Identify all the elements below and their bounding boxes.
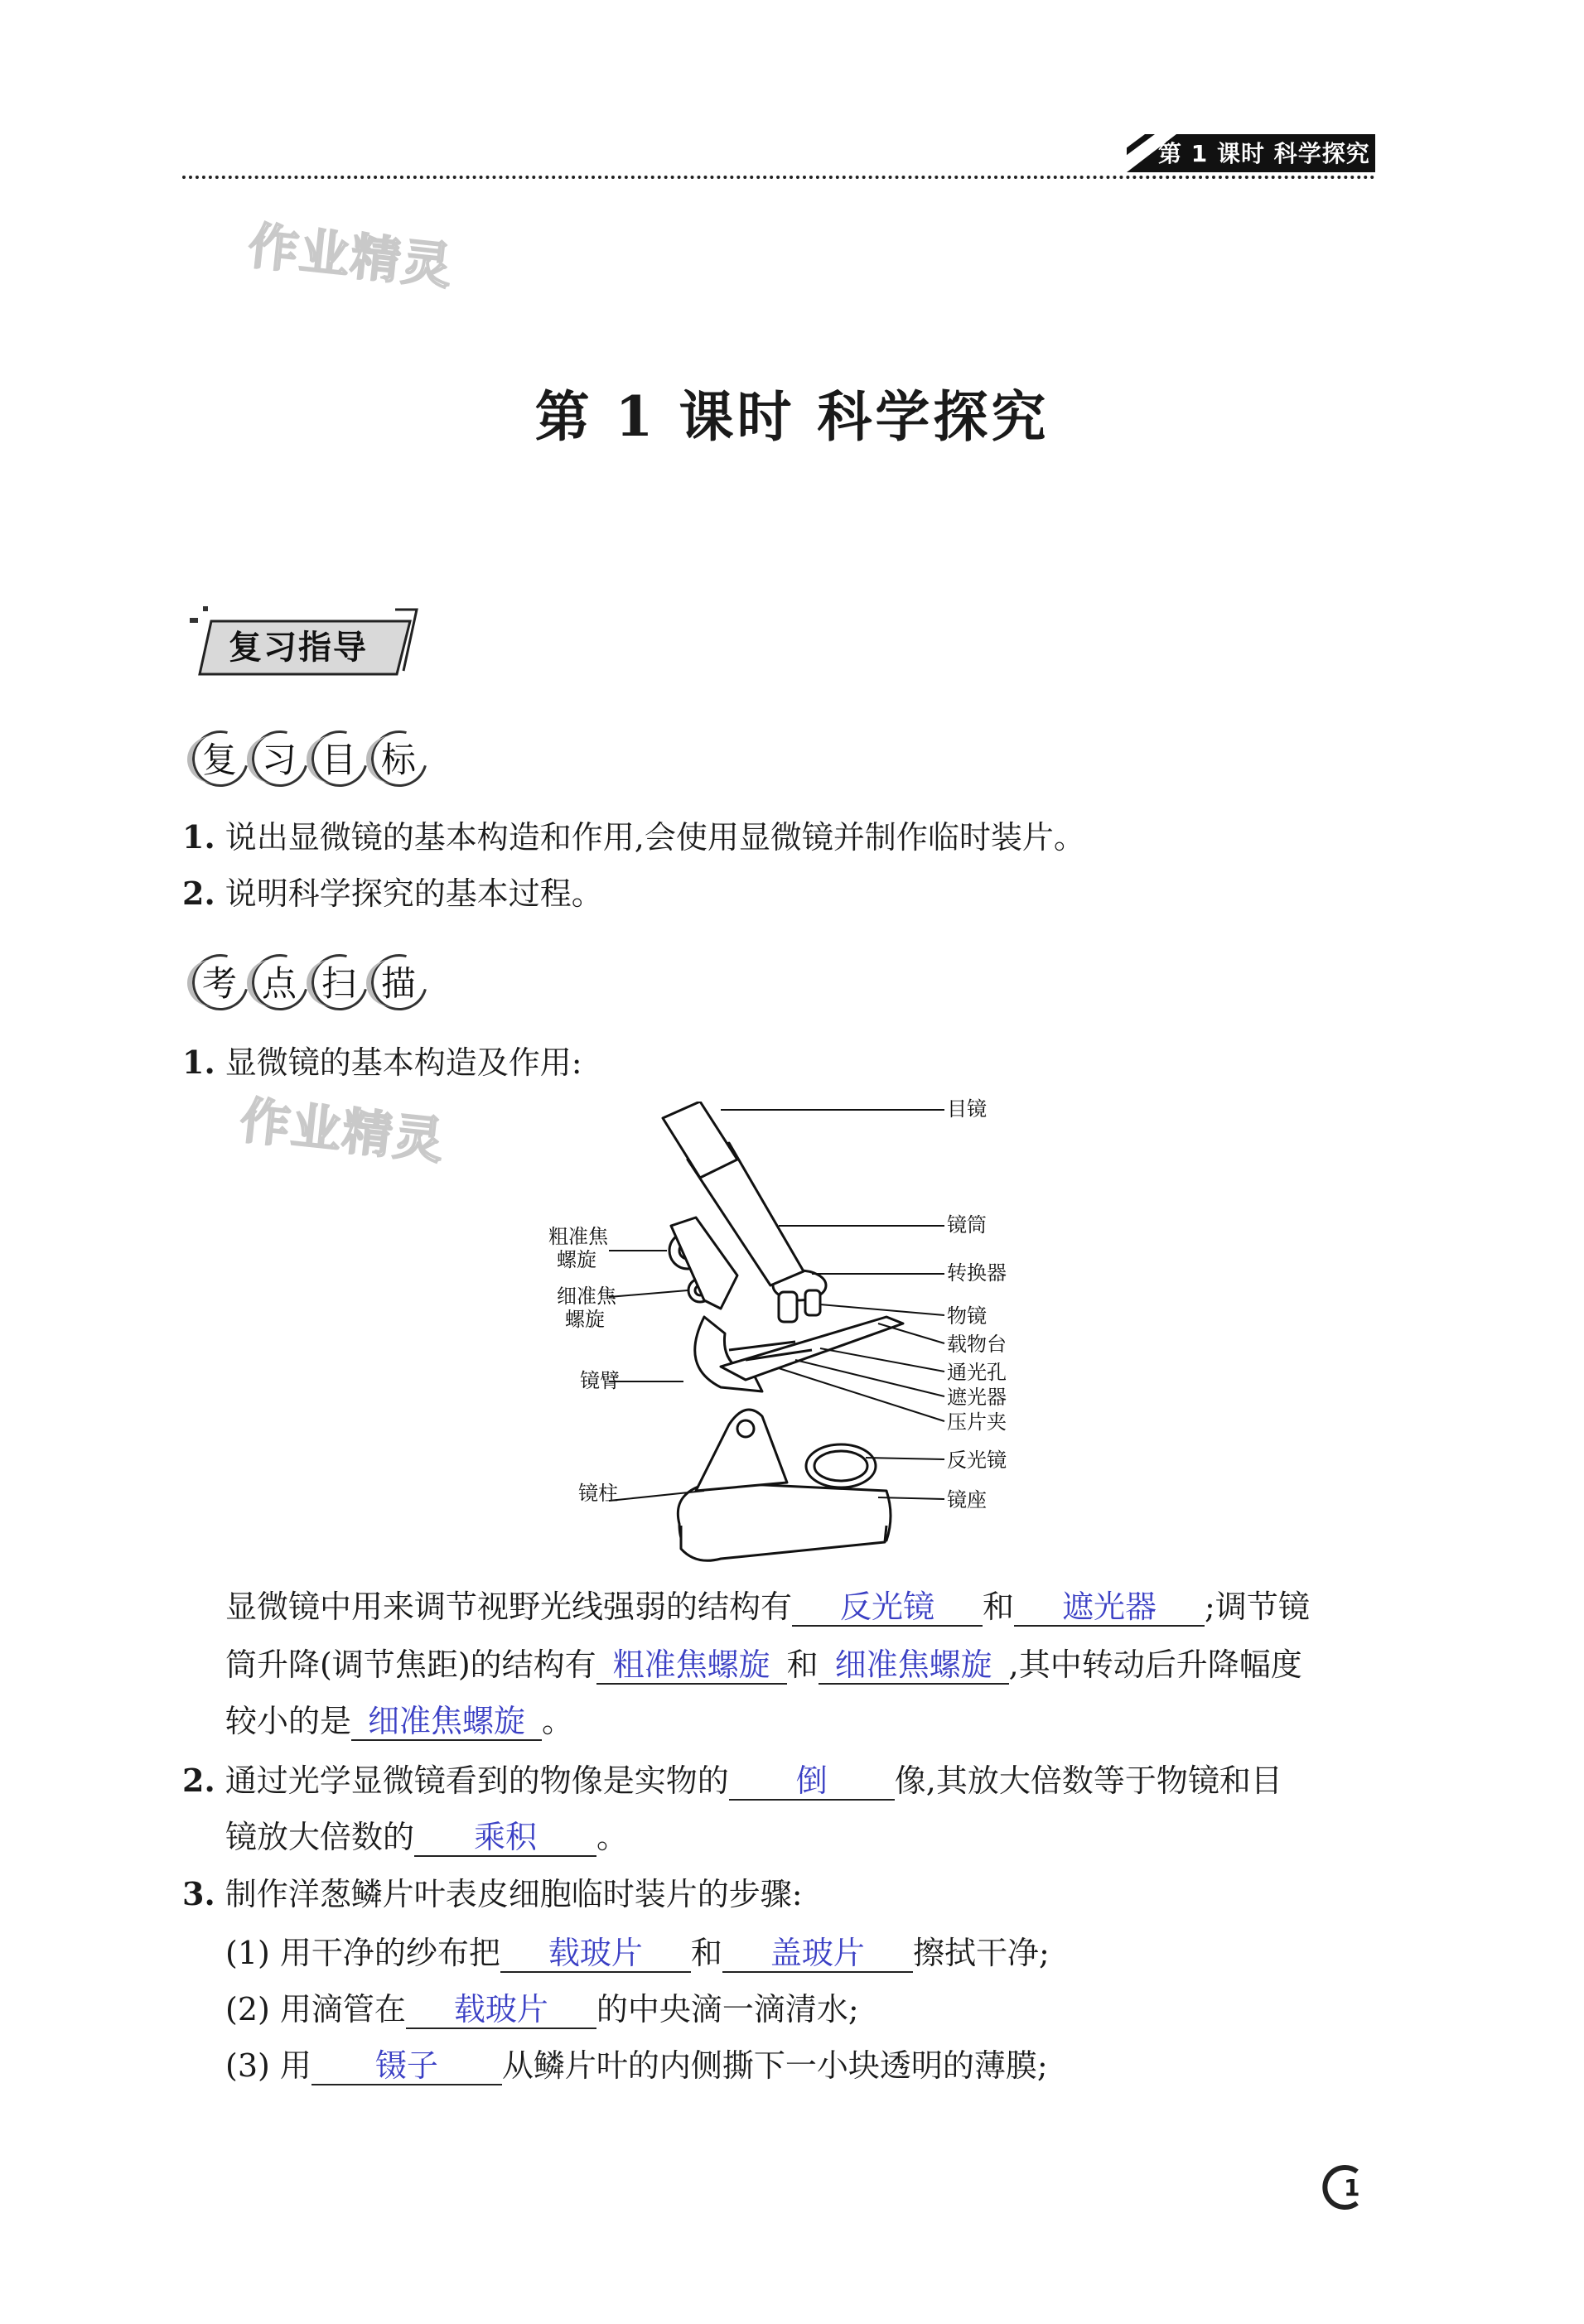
- text: 擦拭干净;: [912, 1935, 1050, 1971]
- label-tube: 镜筒: [947, 1213, 987, 1237]
- text: 通过光学显微镜看到的物像是实物的: [225, 1762, 729, 1799]
- watermark: 作业精灵: [237, 1092, 448, 1171]
- question-3-step-3: [225, 2049, 1048, 2085]
- question-text: 显微镜的基本构造及作用:: [225, 1044, 582, 1081]
- question-number: 2.: [182, 1762, 215, 1799]
- q1-line-2: [225, 1648, 1302, 1685]
- section-char: 标: [371, 730, 426, 785]
- answer-blank: 粗准焦螺旋: [596, 1648, 787, 1685]
- answer-blank: 载玻片: [406, 1993, 596, 2029]
- label-arm: 镜臂: [580, 1369, 620, 1392]
- question-2-line-1: [182, 1764, 1282, 1801]
- answer-blank: 反光镜: [792, 1590, 983, 1627]
- answer-blank: 盖玻片: [722, 1936, 913, 1973]
- question-1-heading: [182, 1044, 582, 1081]
- label-base: 镜座: [947, 1488, 987, 1512]
- label-pillar: 镜柱: [578, 1482, 618, 1505]
- answer-blank: 细准焦螺旋: [351, 1704, 542, 1741]
- goal-item: [182, 875, 603, 912]
- microscope-diagram: [530, 1102, 994, 1582]
- text: 显微镜中用来调节视野光线强弱的结构有: [225, 1589, 793, 1625]
- section-char: 扫: [311, 954, 366, 1009]
- label-stage-clip: 压片夹: [947, 1410, 1007, 1434]
- question-number: 3.: [182, 1875, 215, 1912]
- label-light-hole: 通光孔: [947, 1361, 1007, 1384]
- question-3-heading: [182, 1875, 803, 1912]
- answer-blank: 载玻片: [500, 1936, 691, 1973]
- goal-text: 说出显微镜的基本构造和作用,会使用显微镜并制作临时装片。: [225, 819, 1085, 856]
- goal-number: 2.: [182, 875, 215, 912]
- section-heading-key-points: [192, 954, 426, 1009]
- header-lesson-tag: 第 1 课时 科学探究: [1158, 140, 1370, 167]
- answer-blank: 遮光器: [1014, 1590, 1205, 1627]
- label-converter: 转换器: [947, 1261, 1007, 1285]
- label-objective: 物镜: [947, 1304, 987, 1328]
- section-char: 习: [252, 730, 307, 785]
- text: ,其中转动后升降幅度: [1008, 1647, 1302, 1683]
- q1-line-3: [225, 1704, 573, 1741]
- label-coarse-focus: [548, 1226, 608, 1271]
- review-banner-label: 复习指导: [229, 629, 368, 667]
- section-heading-review-goals: [192, 730, 426, 785]
- label-eyepiece: 目镜: [947, 1097, 987, 1121]
- goal-item: [182, 818, 1085, 856]
- q1-line-1: [225, 1590, 1310, 1627]
- header-divider: [182, 176, 1375, 179]
- goal-number: 1.: [182, 818, 215, 856]
- text: (1) 用干净的纱布把: [225, 1935, 500, 1971]
- section-char: 描: [371, 954, 426, 1009]
- text: (3) 用: [225, 2047, 311, 2084]
- label-mirror: 反光镜: [947, 1449, 1007, 1472]
- text: 和: [983, 1589, 1015, 1625]
- text: 从鳞片叶的内侧撕下一小块透明的薄膜;: [501, 2047, 1048, 2084]
- question-2-line-2: [225, 1820, 628, 1857]
- label-line: 细准焦: [557, 1285, 616, 1308]
- text: (2) 用滴管在: [225, 1991, 406, 2027]
- label-fine-focus: [557, 1285, 616, 1331]
- section-char: 目: [311, 730, 366, 785]
- question-3-step-1: [225, 1936, 1050, 1973]
- label-diaphragm: 遮光器: [947, 1386, 1007, 1409]
- text: 。: [542, 1703, 574, 1739]
- answer-blank: 乘积: [414, 1820, 596, 1857]
- text: 筒升降(调节焦距)的结构有: [225, 1647, 596, 1683]
- answer-blank: 镊子: [311, 2049, 502, 2085]
- question-text: 制作洋葱鳞片叶表皮细胞临时装片的步骤:: [225, 1876, 803, 1912]
- section-char: 点: [252, 954, 307, 1009]
- text: ;调节镜: [1205, 1589, 1310, 1625]
- text: 和: [786, 1647, 819, 1683]
- text: 和: [690, 1935, 722, 1971]
- text: 较小的是: [225, 1703, 352, 1739]
- page-title: 第 1 课时 科学探究: [534, 384, 1050, 449]
- answer-blank: 倒: [729, 1764, 895, 1801]
- text: 镜放大倍数的: [225, 1819, 415, 1855]
- section-char: 考: [192, 954, 247, 1009]
- page-number: 1: [1344, 2174, 1360, 2201]
- goal-text: 说明科学探究的基本过程。: [225, 875, 603, 912]
- label-line: 粗准焦: [548, 1225, 608, 1248]
- text: 的中央滴一滴清水;: [596, 1991, 859, 2027]
- text: 。: [596, 1819, 629, 1855]
- label-line: 螺旋: [565, 1307, 605, 1331]
- answer-blank: 细准焦螺旋: [819, 1648, 1009, 1685]
- label-line: 螺旋: [557, 1247, 596, 1271]
- section-char: 复: [192, 730, 247, 785]
- question-number: 1.: [182, 1044, 215, 1081]
- question-3-step-2: [225, 1993, 859, 2029]
- label-stage: 载物台: [947, 1333, 1007, 1356]
- watermark: 作业精灵: [245, 217, 456, 297]
- text: 像,其放大倍数等于物镜和目: [894, 1762, 1282, 1799]
